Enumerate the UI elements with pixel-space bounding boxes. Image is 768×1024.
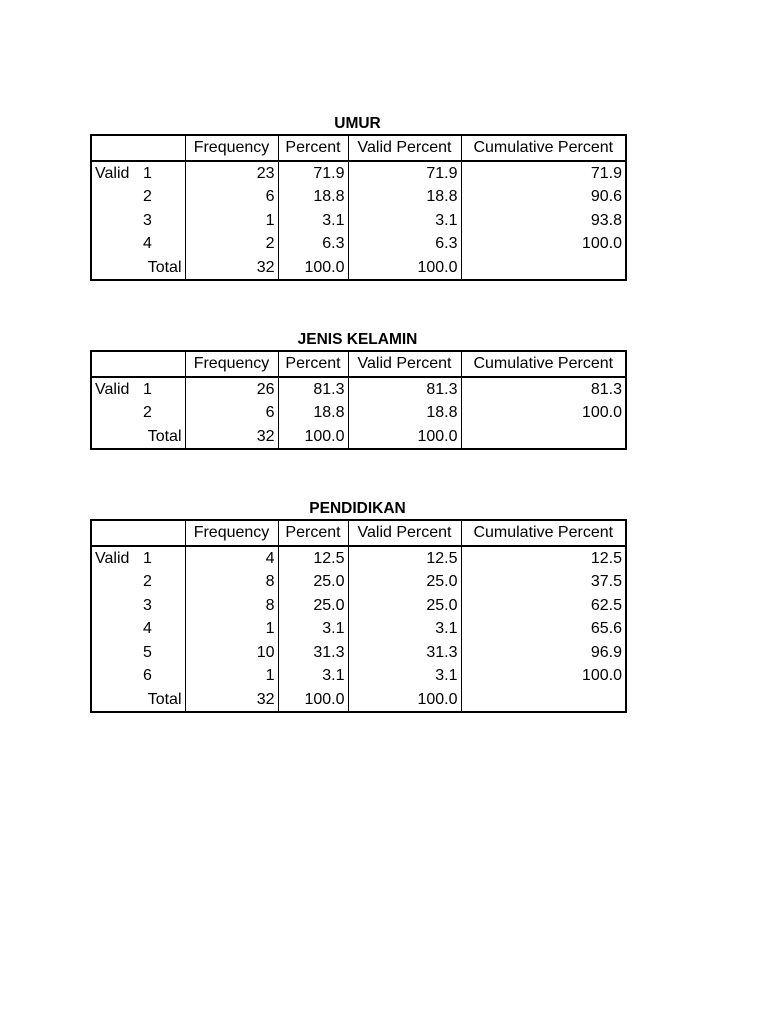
cell-percent: 6.3 xyxy=(278,232,348,256)
cell-cumulative-percent xyxy=(461,425,626,450)
header-corner xyxy=(139,351,185,377)
cell-valid-percent: 100.0 xyxy=(348,688,461,713)
cell-valid-percent: 81.3 xyxy=(348,377,461,402)
cell-frequency: 1 xyxy=(185,209,278,233)
header-cumulative-percent: Cumulative Percent xyxy=(461,520,626,546)
table-row xyxy=(91,377,626,402)
cell-frequency: 6 xyxy=(185,401,278,425)
cell-percent: 12.5 xyxy=(278,546,348,571)
header-corner xyxy=(139,135,185,161)
table-row-total xyxy=(91,425,626,450)
cell-cumulative-percent xyxy=(461,256,626,281)
row-group xyxy=(91,570,139,594)
cell-frequency: 32 xyxy=(185,425,278,450)
frequency-table xyxy=(90,350,627,450)
cell-cumulative-percent: 100.0 xyxy=(461,232,626,256)
row-label: 4 xyxy=(143,235,152,253)
cell-cumulative-percent: 65.6 xyxy=(461,617,626,641)
frequency-table xyxy=(90,519,627,713)
cell-frequency: 8 xyxy=(185,594,278,618)
header-frequency: Frequency xyxy=(185,351,278,377)
header-corner xyxy=(139,520,185,546)
row-group xyxy=(91,688,139,713)
table-row xyxy=(91,664,626,688)
cell-valid-percent: 3.1 xyxy=(348,209,461,233)
row-group xyxy=(91,425,139,450)
table-title: JENIS KELAMIN xyxy=(297,331,418,348)
table-title: PENDIDIKAN xyxy=(309,500,406,517)
table-row xyxy=(91,185,626,209)
header-valid-percent: Valid Percent xyxy=(348,520,461,546)
cell-cumulative-percent: 90.6 xyxy=(461,185,626,209)
header-valid-percent: Valid Percent xyxy=(348,135,461,161)
cell-percent: 100.0 xyxy=(278,256,348,281)
cell-cumulative-percent: 12.5 xyxy=(461,546,626,571)
cell-frequency: 2 xyxy=(185,232,278,256)
cell-valid-percent: 71.9 xyxy=(348,161,461,186)
frequency-table xyxy=(90,134,627,281)
row-label: 5 xyxy=(143,643,152,661)
row-label: 1 xyxy=(143,380,152,398)
cell-percent: 100.0 xyxy=(278,425,348,450)
row-label: 2 xyxy=(143,404,152,422)
cell-cumulative-percent: 81.3 xyxy=(461,377,626,402)
cell-cumulative-percent xyxy=(461,688,626,713)
cell-cumulative-percent: 37.5 xyxy=(461,570,626,594)
row-group xyxy=(91,256,139,281)
cell-frequency: 23 xyxy=(185,161,278,186)
cell-valid-percent: 6.3 xyxy=(348,232,461,256)
table-row xyxy=(91,617,626,641)
cell-frequency: 6 xyxy=(185,185,278,209)
header-frequency: Frequency xyxy=(185,135,278,161)
table-row xyxy=(91,209,626,233)
cell-valid-percent: 25.0 xyxy=(348,570,461,594)
cell-frequency: 32 xyxy=(185,256,278,281)
cell-valid-percent: 18.8 xyxy=(348,185,461,209)
header-percent: Percent xyxy=(278,351,348,377)
table-title: UMUR xyxy=(334,115,381,132)
cell-valid-percent: 25.0 xyxy=(348,594,461,618)
cell-percent: 3.1 xyxy=(278,617,348,641)
row-label: Total xyxy=(147,258,182,276)
row-label: Total xyxy=(147,427,182,445)
cell-frequency: 1 xyxy=(185,664,278,688)
table-row xyxy=(91,570,626,594)
row-label: 2 xyxy=(143,573,152,591)
row-group xyxy=(91,232,139,256)
table-row-total xyxy=(91,688,626,713)
cell-frequency: 10 xyxy=(185,641,278,665)
cell-percent: 18.8 xyxy=(278,185,348,209)
table-row xyxy=(91,232,626,256)
cell-percent: 3.1 xyxy=(278,664,348,688)
cell-percent: 71.9 xyxy=(278,161,348,186)
frequency-table-umur xyxy=(90,114,625,281)
cell-valid-percent: 100.0 xyxy=(348,256,461,281)
cell-valid-percent: 3.1 xyxy=(348,664,461,688)
cell-percent: 100.0 xyxy=(278,688,348,713)
cell-cumulative-percent: 93.8 xyxy=(461,209,626,233)
cell-cumulative-percent: 100.0 xyxy=(461,401,626,425)
row-group xyxy=(91,664,139,688)
header-row xyxy=(91,135,626,161)
frequency-table-pendidikan xyxy=(90,499,625,713)
cell-cumulative-percent: 96.9 xyxy=(461,641,626,665)
cell-frequency: 4 xyxy=(185,546,278,571)
header-row xyxy=(91,351,626,377)
header-corner xyxy=(91,351,139,377)
header-valid-percent: Valid Percent xyxy=(348,351,461,377)
table-row-total xyxy=(91,256,626,281)
table-row xyxy=(91,641,626,665)
row-label: Total xyxy=(147,690,182,708)
cell-valid-percent: 100.0 xyxy=(348,425,461,450)
row-label: 4 xyxy=(143,620,152,638)
cell-frequency: 26 xyxy=(185,377,278,402)
row-label: 2 xyxy=(143,188,152,206)
cell-percent: 18.8 xyxy=(278,401,348,425)
header-frequency: Frequency xyxy=(185,520,278,546)
header-percent: Percent xyxy=(278,520,348,546)
header-corner xyxy=(91,135,139,161)
cell-frequency: 32 xyxy=(185,688,278,713)
cell-cumulative-percent: 100.0 xyxy=(461,664,626,688)
cell-frequency: 8 xyxy=(185,570,278,594)
cell-frequency: 1 xyxy=(185,617,278,641)
row-group: Valid xyxy=(95,380,130,398)
row-group xyxy=(91,617,139,641)
header-row xyxy=(91,520,626,546)
cell-percent: 25.0 xyxy=(278,570,348,594)
row-group xyxy=(91,401,139,425)
frequency-table-jenis-kelamin xyxy=(90,330,625,450)
table-row xyxy=(91,594,626,618)
cell-percent: 31.3 xyxy=(278,641,348,665)
cell-cumulative-percent: 62.5 xyxy=(461,594,626,618)
row-group xyxy=(91,185,139,209)
header-corner xyxy=(91,520,139,546)
table-row xyxy=(91,401,626,425)
cell-percent: 25.0 xyxy=(278,594,348,618)
cell-cumulative-percent: 71.9 xyxy=(461,161,626,186)
row-group xyxy=(91,209,139,233)
header-cumulative-percent: Cumulative Percent xyxy=(461,351,626,377)
row-group: Valid xyxy=(95,549,130,567)
cell-percent: 81.3 xyxy=(278,377,348,402)
cell-valid-percent: 18.8 xyxy=(348,401,461,425)
cell-valid-percent: 31.3 xyxy=(348,641,461,665)
row-label: 1 xyxy=(143,164,152,182)
cell-percent: 3.1 xyxy=(278,209,348,233)
row-group xyxy=(91,641,139,665)
table-row xyxy=(91,161,626,186)
row-label: 6 xyxy=(143,667,152,685)
cell-valid-percent: 3.1 xyxy=(348,617,461,641)
row-label: 1 xyxy=(143,549,152,567)
row-group xyxy=(91,594,139,618)
row-label: 3 xyxy=(143,211,152,229)
table-row xyxy=(91,546,626,571)
header-percent: Percent xyxy=(278,135,348,161)
row-label: 3 xyxy=(143,596,152,614)
header-cumulative-percent: Cumulative Percent xyxy=(461,135,626,161)
row-group: Valid xyxy=(95,164,130,182)
cell-valid-percent: 12.5 xyxy=(348,546,461,571)
